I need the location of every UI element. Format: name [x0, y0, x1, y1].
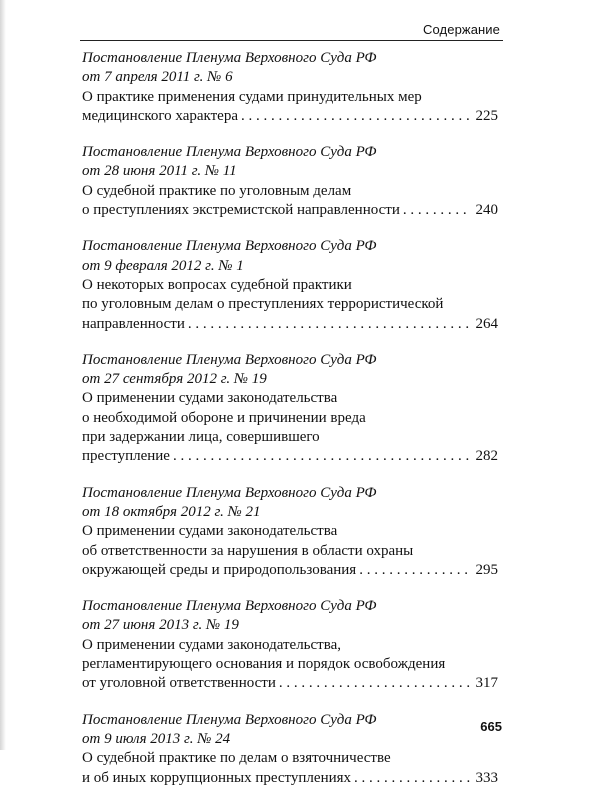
- entry-title-line: при задержании лица, совершившего: [82, 429, 320, 446]
- dot-leader: [241, 107, 470, 126]
- entry-title-last-line: и об иных коррупционных преступлениях: [82, 769, 352, 786]
- gutter-shadow: [0, 0, 6, 750]
- entry-issuer: Постановление Пленума Верховного Суда РФ: [82, 50, 377, 66]
- entry-title-last-line: медицинского характера: [82, 107, 238, 124]
- entry-date-number: от 9 февраля 2012 г. № 1: [82, 257, 244, 274]
- entry-date-number: от 7 апреля 2011 г. № 6: [82, 69, 233, 86]
- entry-page-number[interactable]: 282: [475, 448, 498, 465]
- entry-leader-line: [82, 561, 498, 580]
- entry-title-line: О судебной практике по уголовным делам: [82, 182, 352, 199]
- entry-issuer: Постановление Пленума Верховного Суда РФ: [82, 351, 377, 368]
- entry-title-line: О применении судами законодательства,: [82, 636, 342, 653]
- entry-title-last-line: преступление: [82, 448, 170, 465]
- entry-title-line: об ответственности за нарушения в области охраны: [82, 542, 414, 559]
- running-head: Содержание: [423, 22, 500, 37]
- entry-title-line: О применении судами законодательства: [82, 523, 338, 540]
- entry-date-number: от 18 октября 2012 г. № 21: [82, 503, 261, 520]
- dot-leader: [188, 315, 470, 334]
- entry-title-last-line: о преступлениях экстремистской направленности: [82, 202, 400, 219]
- entry-title-line: о необходимой обороне и причинении вреда: [82, 409, 366, 426]
- toc-entry[interactable]: [82, 351, 498, 467]
- header-rule: [80, 40, 503, 41]
- entry-issuer: Постановление Пленума Верховного Суда РФ: [82, 484, 377, 501]
- toc-entry[interactable]: [82, 597, 498, 693]
- toc-entry[interactable]: [82, 711, 498, 788]
- toc-entry[interactable]: [82, 143, 498, 220]
- dot-leader: [359, 561, 470, 580]
- entry-title-line: О практике применения судами принудительных мер: [82, 88, 422, 105]
- entry-page-number[interactable]: 333: [475, 769, 498, 786]
- entry-issuer: Постановление Пленума Верховного Суда РФ: [82, 711, 377, 728]
- entry-page-number[interactable]: 317: [475, 675, 498, 692]
- entry-title-line: регламентирующего основания и порядок освобождения: [82, 656, 446, 673]
- entry-title-last-line: окружающей среды и природопользования: [82, 561, 357, 578]
- entry-date-number: от 28 июня 2011 г. № 11: [82, 163, 237, 180]
- entry-title-last-line: от уголовной ответственности: [82, 675, 276, 692]
- entry-leader-line: [82, 447, 498, 466]
- dot-leader: [279, 674, 470, 693]
- entry-title-line: О судебной практике по делам о взяточничестве: [82, 750, 391, 767]
- entry-title-line: О применении судами законодательства: [82, 390, 338, 407]
- entry-leader-line: [82, 674, 498, 693]
- entry-date-number: от 9 июля 2013 г. № 24: [82, 730, 231, 747]
- entry-title-last-line: направленности: [82, 315, 185, 332]
- entry-date-number: от 27 июня 2013 г. № 19: [82, 617, 239, 634]
- entry-title-line: по уголовным делам о преступлениях террористической: [82, 296, 444, 313]
- entry-issuer: Постановление Пленума Верховного Суда РФ: [82, 144, 377, 161]
- entry-page-number[interactable]: 295: [475, 561, 498, 578]
- entry-leader-line: [82, 201, 498, 220]
- entry-page-number[interactable]: 240: [475, 202, 498, 219]
- page-number: 665: [480, 719, 502, 734]
- entry-date-number: от 27 сентября 2012 г. № 19: [82, 371, 267, 388]
- dot-leader: [403, 201, 470, 220]
- entry-leader-line: [82, 107, 498, 126]
- toc-entry[interactable]: [82, 49, 498, 126]
- toc-entries: [82, 49, 498, 805]
- dot-leader: [173, 447, 470, 466]
- entry-page-number[interactable]: 264: [475, 315, 498, 332]
- toc-entry[interactable]: [82, 237, 498, 333]
- dot-leader: [354, 769, 470, 788]
- entry-issuer: Постановление Пленума Верховного Суда РФ: [82, 238, 377, 255]
- entry-title-line: О некоторых вопросах судебной практики: [82, 276, 352, 293]
- entry-page-number[interactable]: 225: [475, 107, 498, 124]
- entry-leader-line: [82, 769, 498, 788]
- entry-issuer: Постановление Пленума Верховного Суда РФ: [82, 598, 377, 615]
- entry-leader-line: [82, 315, 498, 334]
- toc-entry[interactable]: [82, 484, 498, 580]
